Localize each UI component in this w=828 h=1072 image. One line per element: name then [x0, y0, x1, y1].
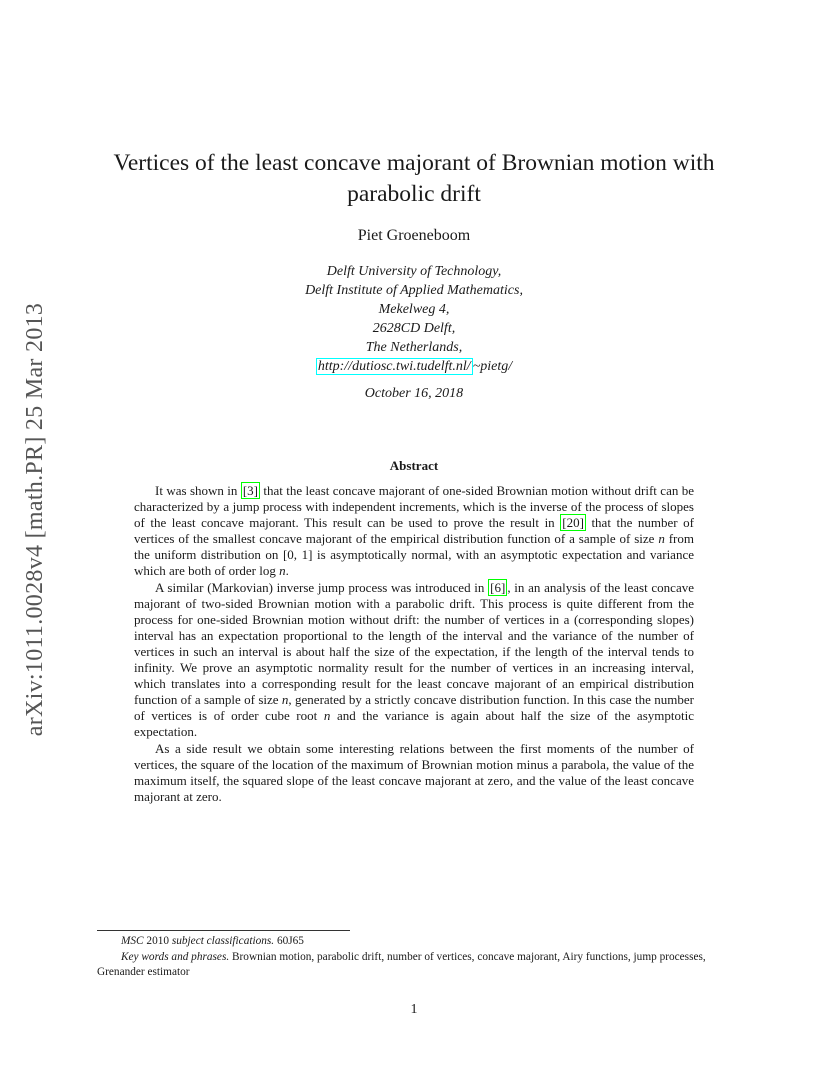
- paper-title: [100, 148, 728, 210]
- keywords-value: Brownian motion, parabolic drift, number of vertices, concave majorant, Airy functions, jump processes, Grenander estimator: [97, 950, 706, 978]
- affiliation-line-2: Delft Institute of Applied Mathematics,: [305, 283, 523, 298]
- abstract-heading: Abstract: [389, 458, 439, 473]
- text-run: .: [285, 563, 289, 579]
- affiliation-line-3: Mekelweg 4,: [378, 302, 450, 317]
- text-run: , in an analysis of the least concave majorant of two-sided Brownian motion with a parabolic drift. This process is quite different from the process for one-sided Brownian motion without drift: the number of vertices in a (corresponding slopes) interval has an expectation proportional to the length of the interval and the variance of the number of vertices in such an interval is about half the size of the expectation, if the length of the interval tends to infinity. We prove an asymptotic normality result for the number of vertices in an increasing interval, which translates into a corresponding result for the least concave majorant of an empirical distribution function of a sample of size: [134, 579, 694, 708]
- footnotes: [97, 934, 737, 981]
- homepage-link-suffix: ~pietg/: [472, 359, 513, 374]
- text-run: that the least concave majorant of one-sided Brownian motion without drift can be characterized by a jump process with independent increments, which is the inverse of the process of slopes of the least concave majorant. This result can be used to prove the result in: [134, 483, 695, 531]
- page-number: 1: [410, 1002, 418, 1017]
- arxiv-stamp-text: arXiv:1011.0028v4 [math.PR] 25 Mar 2013: [22, 302, 49, 736]
- affiliation-line-5: The Netherlands,: [365, 340, 463, 355]
- msc-label: MSC: [121, 935, 144, 947]
- text-run: that the number of vertices of the smallest concave majorant of the empirical distribution function of a sample of size: [134, 515, 694, 547]
- math-variable: n: [323, 708, 331, 724]
- text-run: A similar (Markovian) inverse jump process was introduced in: [155, 579, 489, 595]
- author-name: Piet Groeneboom: [357, 227, 471, 244]
- footnote-keywords: [97, 950, 737, 981]
- text-run: , generated by a strictly concave distribution function. In this case the number of vertices is of order cube root: [134, 692, 694, 724]
- abstract-paragraph-2: [134, 580, 694, 741]
- text-run: from the uniform distribution on [0, 1] is asymptotically normal, with an asymptotic expectation and variance which are both of order log: [134, 531, 694, 579]
- abstract-paragraph-1: [134, 483, 694, 580]
- text-run: and the variance is again about half the size of the asymptotic expectation.: [134, 708, 694, 740]
- affiliation-block: [0, 262, 828, 376]
- abstract-paragraph-3: As a side result we obtain some interesting relations between the first moments of the number of vertices, the square of the location of the maximum of Brownian motion minus a parabola, the value of the maximum itself, the squared slope of the least concave majorant at zero, and the value of the least concave majorant at zero.: [134, 740, 694, 804]
- citation-link[interactable]: [6]: [490, 579, 506, 595]
- math-variable: n: [279, 563, 286, 579]
- citation-link[interactable]: [3]: [242, 483, 258, 498]
- footnote-rule: [97, 930, 350, 931]
- keywords-label: Key words and phrases.: [121, 950, 230, 963]
- footnote-msc: [97, 934, 737, 950]
- affiliation-line-1: Delft University of Technology,: [326, 264, 502, 279]
- text-run: It was shown in: [155, 483, 241, 498]
- homepage-link[interactable]: http://dutiosc.twi.tudelft.nl/: [317, 359, 471, 374]
- citation-link[interactable]: [20]: [562, 515, 584, 531]
- msc-value: 60J65: [274, 935, 304, 947]
- math-variable: n: [281, 692, 289, 708]
- title-line-2: parabolic drift: [347, 181, 481, 207]
- msc-caption: subject classifications.: [171, 935, 275, 947]
- math-variable: n: [658, 531, 665, 547]
- abstract-body: [134, 483, 694, 805]
- affiliation-line-4: 2628CD Delft,: [372, 321, 456, 336]
- paper-date: October 16, 2018: [364, 386, 464, 401]
- affiliation-url-line: [0, 357, 828, 376]
- msc-year: 2010: [143, 935, 172, 947]
- title-line-1: Vertices of the least concave majorant of Brownian motion with: [113, 150, 715, 176]
